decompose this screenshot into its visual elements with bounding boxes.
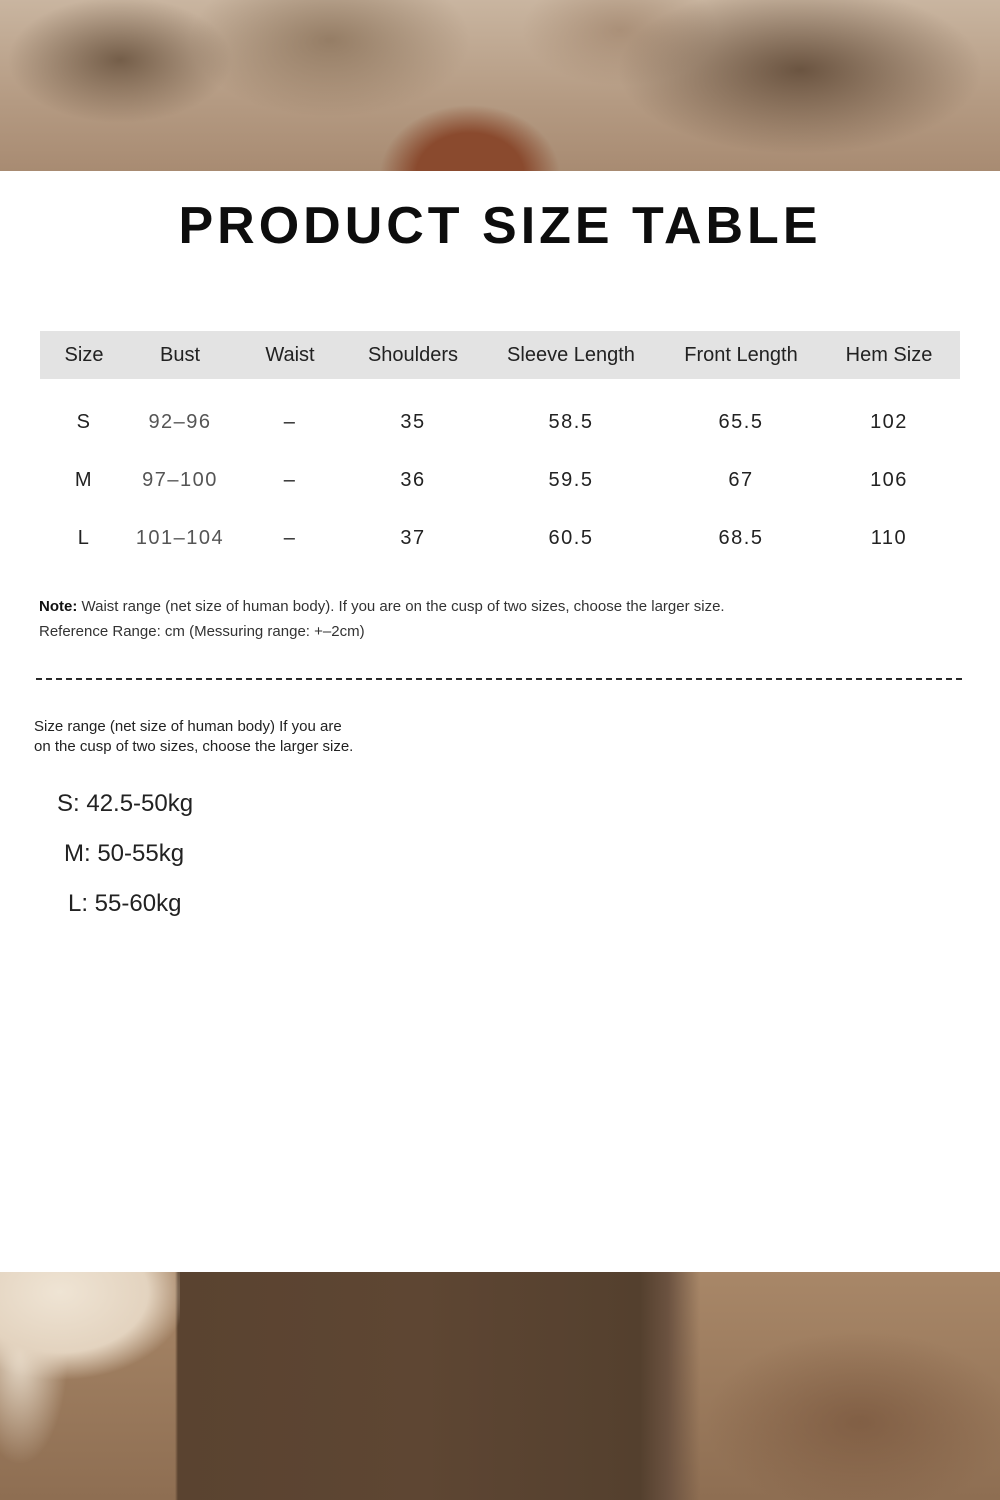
note-label: Note: [39, 598, 78, 615]
header-shoulders: Shoulders [348, 331, 478, 379]
table-header-row [40, 331, 960, 379]
table-row [40, 451, 960, 509]
dashed-divider [36, 678, 962, 680]
weight-s: S: 42.5-50kg [57, 790, 194, 817]
page-title: PRODUCT SIZE TABLE [178, 197, 822, 255]
cell-bust: 92–96 [148, 410, 212, 433]
size-note [39, 594, 725, 644]
table-row [40, 509, 960, 567]
cell-size: L [77, 526, 91, 549]
cell-sleeve-length: 59.5 [548, 468, 594, 491]
note-line [39, 594, 725, 619]
cell-shoulders: 35 [400, 410, 426, 433]
weight-m: M: 50-55kg [64, 840, 185, 867]
cell-hem-size: 106 [870, 468, 908, 491]
cell-shoulders: 37 [400, 526, 426, 549]
header-sleeve-length: Sleeve Length [478, 331, 664, 379]
size-range-line: Size range (net size of human body) If you are [34, 718, 342, 735]
size-range-line: on the cusp of two sizes, choose the larger size. [34, 738, 354, 755]
size-table [40, 331, 960, 567]
header-bust: Bust [128, 331, 232, 379]
header-size: Size [40, 331, 128, 379]
cell-shoulders: 36 [400, 468, 426, 491]
size-range-description [34, 717, 374, 757]
model-sleeve-image [0, 1272, 180, 1412]
cell-bust: 97–100 [142, 468, 218, 491]
note-text: Waist range (net size of human body). If you are on the cusp of two sizes, choose the larger size. [77, 598, 725, 615]
weight-l: L: 55-60kg [68, 890, 182, 917]
cell-front-length: 68.5 [718, 526, 764, 549]
table-row [40, 379, 960, 451]
cell-sleeve-length: 58.5 [548, 410, 594, 433]
cell-front-length: 67 [728, 468, 754, 491]
cell-size: M [74, 468, 94, 491]
cell-size: S [76, 410, 92, 433]
cell-front-length: 65.5 [718, 410, 764, 433]
reference-range: Reference Range: cm (Messuring range: +–2cm) [39, 623, 365, 640]
cell-sleeve-length: 60.5 [548, 526, 594, 549]
cell-bust: 101–104 [135, 526, 225, 549]
header-front-length: Front Length [664, 331, 818, 379]
cell-hem-size: 102 [870, 410, 908, 433]
cell-waist: – [283, 468, 297, 491]
header-hem-size: Hem Size [818, 331, 960, 379]
cell-waist: – [283, 526, 297, 549]
cell-hem-size: 110 [870, 526, 908, 549]
top-photo-banner [0, 0, 1000, 171]
cell-waist: – [283, 410, 297, 433]
header-waist: Waist [232, 331, 348, 379]
